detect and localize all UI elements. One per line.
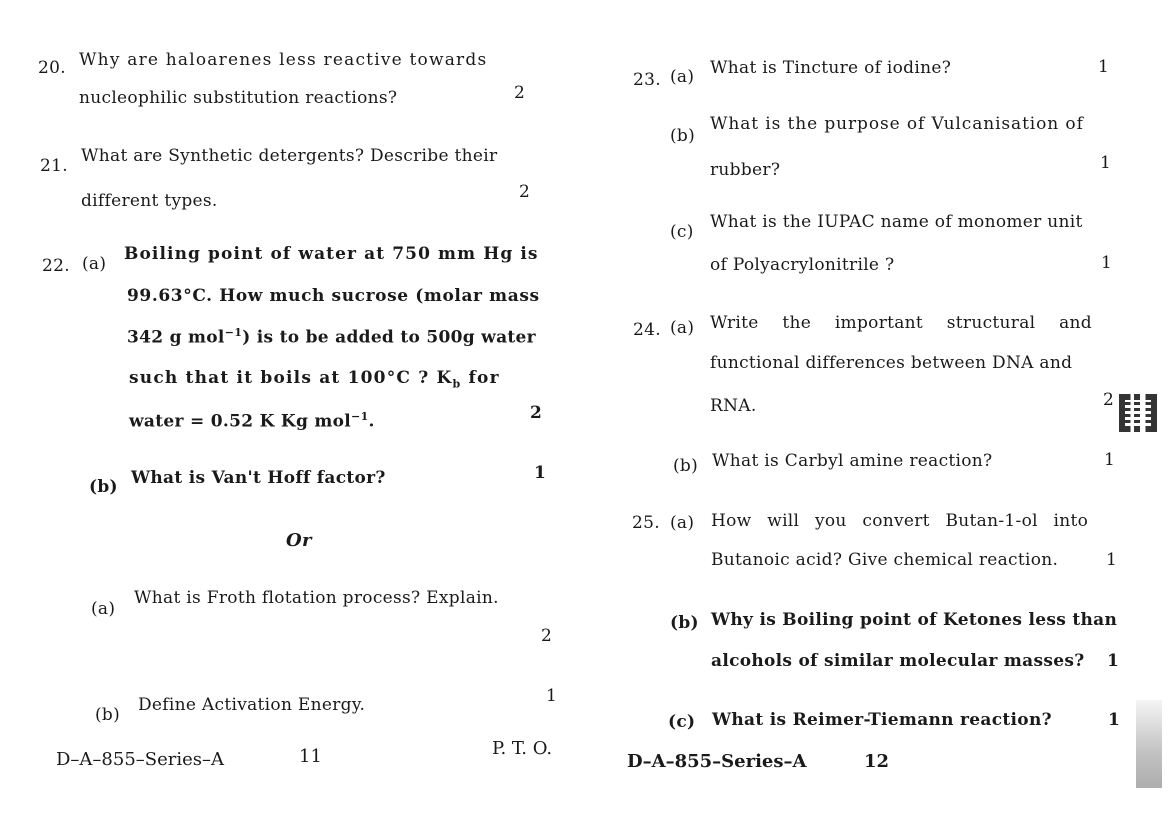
q25c-label: (c) [668, 712, 696, 732]
q23c-line1: What is the IUPAC name of monomer unit [710, 212, 1083, 232]
footer-page-left: 11 [299, 746, 322, 767]
q24-number: 24. [633, 320, 661, 340]
q25c-marks: 1 [1108, 710, 1120, 730]
q24a-marks: 2 [1103, 390, 1114, 410]
qr-code-icon [1119, 394, 1157, 432]
q25a-line1: How will you convert Butan-1-ol into [711, 511, 1089, 531]
q23a-marks: 1 [1098, 57, 1109, 77]
q21-marks: 2 [519, 182, 530, 202]
q24b-marks: 1 [1104, 450, 1115, 470]
q24a-line1: Write the important structural and [710, 313, 1092, 333]
q22b-text: What is Van't Hoff factor? [131, 468, 386, 488]
q24a-line3: RNA. [710, 396, 757, 416]
q23-number: 23. [633, 70, 661, 90]
q21-line1: What are Synthetic detergents? Describe their [81, 146, 498, 166]
alt-a-label: (a) [91, 599, 116, 619]
alt-a-text: What is Froth flotation process? Explain. [134, 588, 499, 608]
q24b-label: (b) [673, 456, 699, 476]
q21-line2: different types. [81, 191, 218, 211]
q22a-line1: Boiling point of water at 750 mm Hg is [124, 244, 539, 264]
or-divider: Or [286, 530, 312, 551]
q23b-line2: rubber? [710, 160, 781, 180]
q24a-line2: functional differences between DNA and [710, 353, 1073, 373]
footer-page-right: 12 [864, 751, 890, 772]
right-page [584, 0, 1169, 827]
footer-code-right: D–A–855–Series–A [627, 751, 807, 772]
q25a-marks: 1 [1106, 550, 1117, 570]
alt-b-label: (b) [95, 705, 121, 725]
q22a-line3: 342 g mol$^{-1}$) is to be added to 500g water [127, 326, 536, 348]
q25b-marks: 1 [1107, 651, 1119, 671]
q22b-label: (b) [89, 477, 118, 497]
q22-number: 22. [42, 256, 70, 276]
q24a-label: (a) [670, 318, 695, 338]
q25a-line2: Butanoic acid? Give chemical reaction. [711, 550, 1059, 570]
q20-number: 20. [38, 58, 66, 78]
q22b-marks: 1 [534, 463, 546, 483]
footer-code-left: D–A–855–Series–A [56, 749, 225, 770]
q23c-line2: of Polyacrylonitrile ? [710, 255, 895, 275]
q23b-marks: 1 [1100, 153, 1111, 173]
q23c-label: (c) [670, 222, 694, 242]
q22a-marks: 2 [530, 403, 542, 423]
q23a-text: What is Tincture of iodine? [710, 58, 952, 78]
q25a-label: (a) [670, 513, 695, 533]
q25b-line2: alcohols of similar molecular masses? [711, 651, 1085, 671]
q23c-marks: 1 [1101, 253, 1112, 273]
q23a-label: (a) [670, 67, 695, 87]
q25b-label: (b) [670, 613, 699, 633]
q22a-line2: 99.63°C. How much sucrose (molar mass [127, 286, 540, 306]
q22a-line4: such that it boils at 100°C ? $K_b$ for [129, 368, 500, 391]
q23b-label: (b) [670, 126, 696, 146]
alt-b-marks: 1 [546, 686, 557, 706]
q20-line2: nucleophilic substitution reactions? [79, 88, 398, 108]
scan-artifact [1136, 700, 1162, 788]
q23b-line1: What is the purpose of Vulcanisation of [710, 114, 1084, 134]
q20-line1: Why are haloarenes less reactive towards [79, 50, 488, 70]
q25-number: 25. [632, 513, 660, 533]
q20-marks: 2 [514, 83, 525, 103]
footer-pto: P. T. O. [492, 738, 553, 759]
q25b-line1: Why is Boiling point of Ketones less than [711, 610, 1118, 630]
alt-b-text: Define Activation Energy. [138, 695, 366, 715]
q24b-text: What is Carbyl amine reaction? [712, 451, 993, 471]
alt-a-marks: 2 [541, 626, 552, 646]
left-page [0, 0, 584, 827]
q22a-label: (a) [82, 254, 107, 274]
q21-number: 21. [40, 156, 68, 176]
q25c-text: What is Reimer-Tiemann reaction? [712, 710, 1052, 730]
q22a-line5: water = 0.52 K Kg mol$^{-1}$. [129, 410, 375, 432]
